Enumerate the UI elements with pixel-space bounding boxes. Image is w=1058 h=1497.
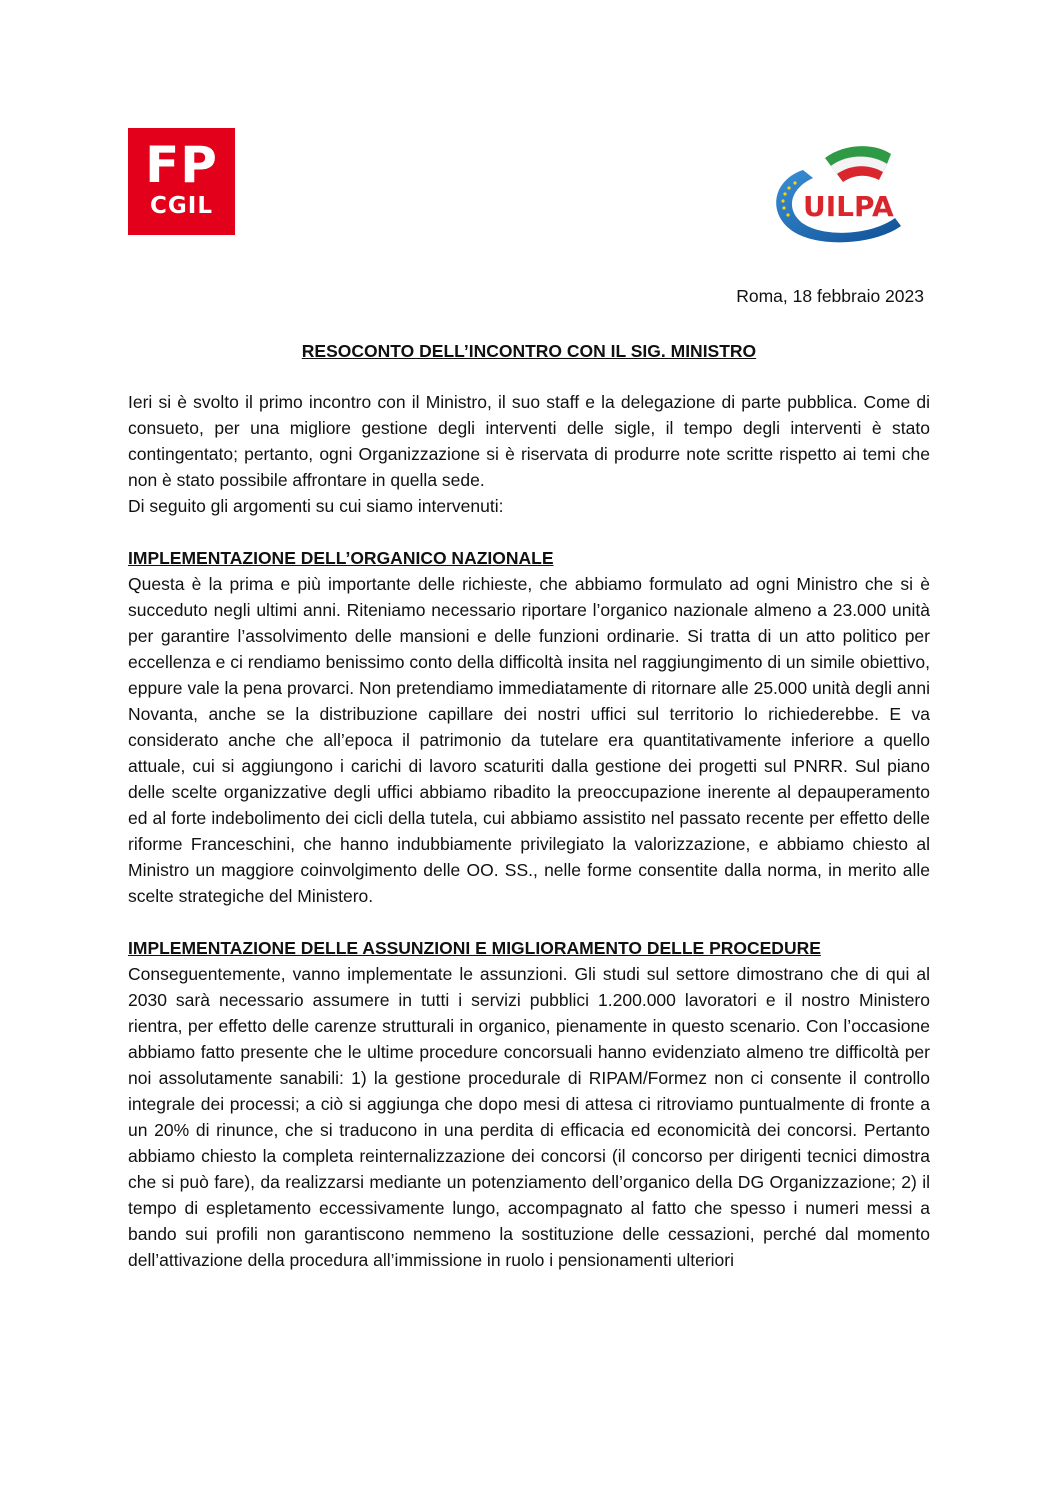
- section-heading-organico: IMPLEMENTAZIONE DELL’ORGANICO NAZIONALE: [128, 548, 554, 568]
- intro-line: Di seguito gli argomenti su cui siamo intervenuti:: [128, 496, 504, 516]
- uilpa-logo: [763, 140, 923, 250]
- intro-paragraph: Ieri si è svolto il primo incontro con il Ministro, il suo staff e la delegazione di parte pubblica. Come di consueto, per una migliore gestione degli interventi delle sigle, il tempo degli interventi è stato contingentato; pertanto, ogni Organizzazione si è riservata di produrre note scritte rispetto ai temi che non è stato possibile affrontare in quella sede.: [128, 392, 930, 490]
- fp-cgil-logo: [128, 128, 235, 235]
- fp-logo-line1: FP: [145, 136, 218, 194]
- fp-logo-line2: CGIL: [150, 193, 213, 219]
- document-title: RESOCONTO DELL’INCONTRO CON IL SIG. MINISTRO: [301, 341, 757, 361]
- section-body-assunzioni: Conseguentemente, vanno implementate le assunzioni. Gli studi sul settore dimostrano che di qui al 2030 sarà necessario assumere in tutti i servizi pubblici 1.200.000 lavoratori e il nostro Ministero rientra, per effetto delle carenze strutturali in organico, pienamente in questo scenario. Con l’occasione abbiamo fatto presente che le ultime procedure concorsuali hanno evidenziato almeno tre difficoltà per noi assolutamente sanabili: 1) la gestione procedurale di RIPAM/Formez non ci consente il controllo integrale dei processi; a ciò si aggiunga che dopo mesi di attesa ci ritroviamo puntualmente di fronte a un 20% di rinunce, che si traducono in una perdita di efficacia ed economicità dei concorsi. Pertanto abbiamo chiesto la completa reinternalizzazione dei concorsi (il concorso per dirigenti tecnici dimostra che si può fare), da realizzarsi mediante un potenziamento dell’organico della DG Organizzazione; 2) il tempo di espletamento eccessivamente lungo, accompagnato al fatto che spesso i numeri messi a bando sui profili non garantiscono nemmeno la sostituzione delle cessazioni, perché dal momento dell’attivazione della procedura all’immissione in ruolo i pensionamenti ulteriori: [128, 964, 930, 1270]
- uilpa-logo-text: UILPA: [803, 190, 894, 223]
- document-date: Roma, 18 febbraio 2023: [736, 286, 924, 306]
- section-body-organico: Questa è la prima e più importante delle richieste, che abbiamo formulato ad ogni Ministro che si è succeduto negli ultimi anni. Riteniamo necessario riportare l’organico nazionale almeno a 23.000 unità per garantire l’assolvimento delle mansioni e delle funzioni ordinarie. Si tratta di un atto politico per eccellenza e ci rendiamo benissimo conto della difficoltà insita nel raggiungimento di un simile obiettivo, eppure vale la pena provarci. Non pretendiamo immediatamente di ritornare alle 25.000 unità degli anni Novanta, anche se la distribuzione capillare dei nostri uffici sul territorio lo richiederebbe. E va considerato anche che all’epoca il patrimonio da tutelare era quantitativamente inferiore a quello attuale, cui si aggiungono i carichi di lavoro scaturiti dalla gestione dei progetti sul PNRR. Sul piano delle scelte organizzative degli uffici abbiamo ribadito la preoccupazione inerente al depauperamento ed al forte indebolimento dei cicli della tutela, cui abbiamo assistito nel passato recente per effetto delle riforme Franceschini, che hanno indubbiamente privilegiato la valorizzazione, e abbiamo chiesto al Ministro un maggiore coinvolgimento delle OO. SS., nelle forme consentite dalla norma, in merito alle scelte strategiche del Ministero.: [128, 574, 930, 906]
- section-heading-assunzioni: IMPLEMENTAZIONE DELLE ASSUNZIONI E MIGLIORAMENTO DELLE PROCEDURE: [128, 938, 821, 958]
- document-body: [128, 389, 930, 1273]
